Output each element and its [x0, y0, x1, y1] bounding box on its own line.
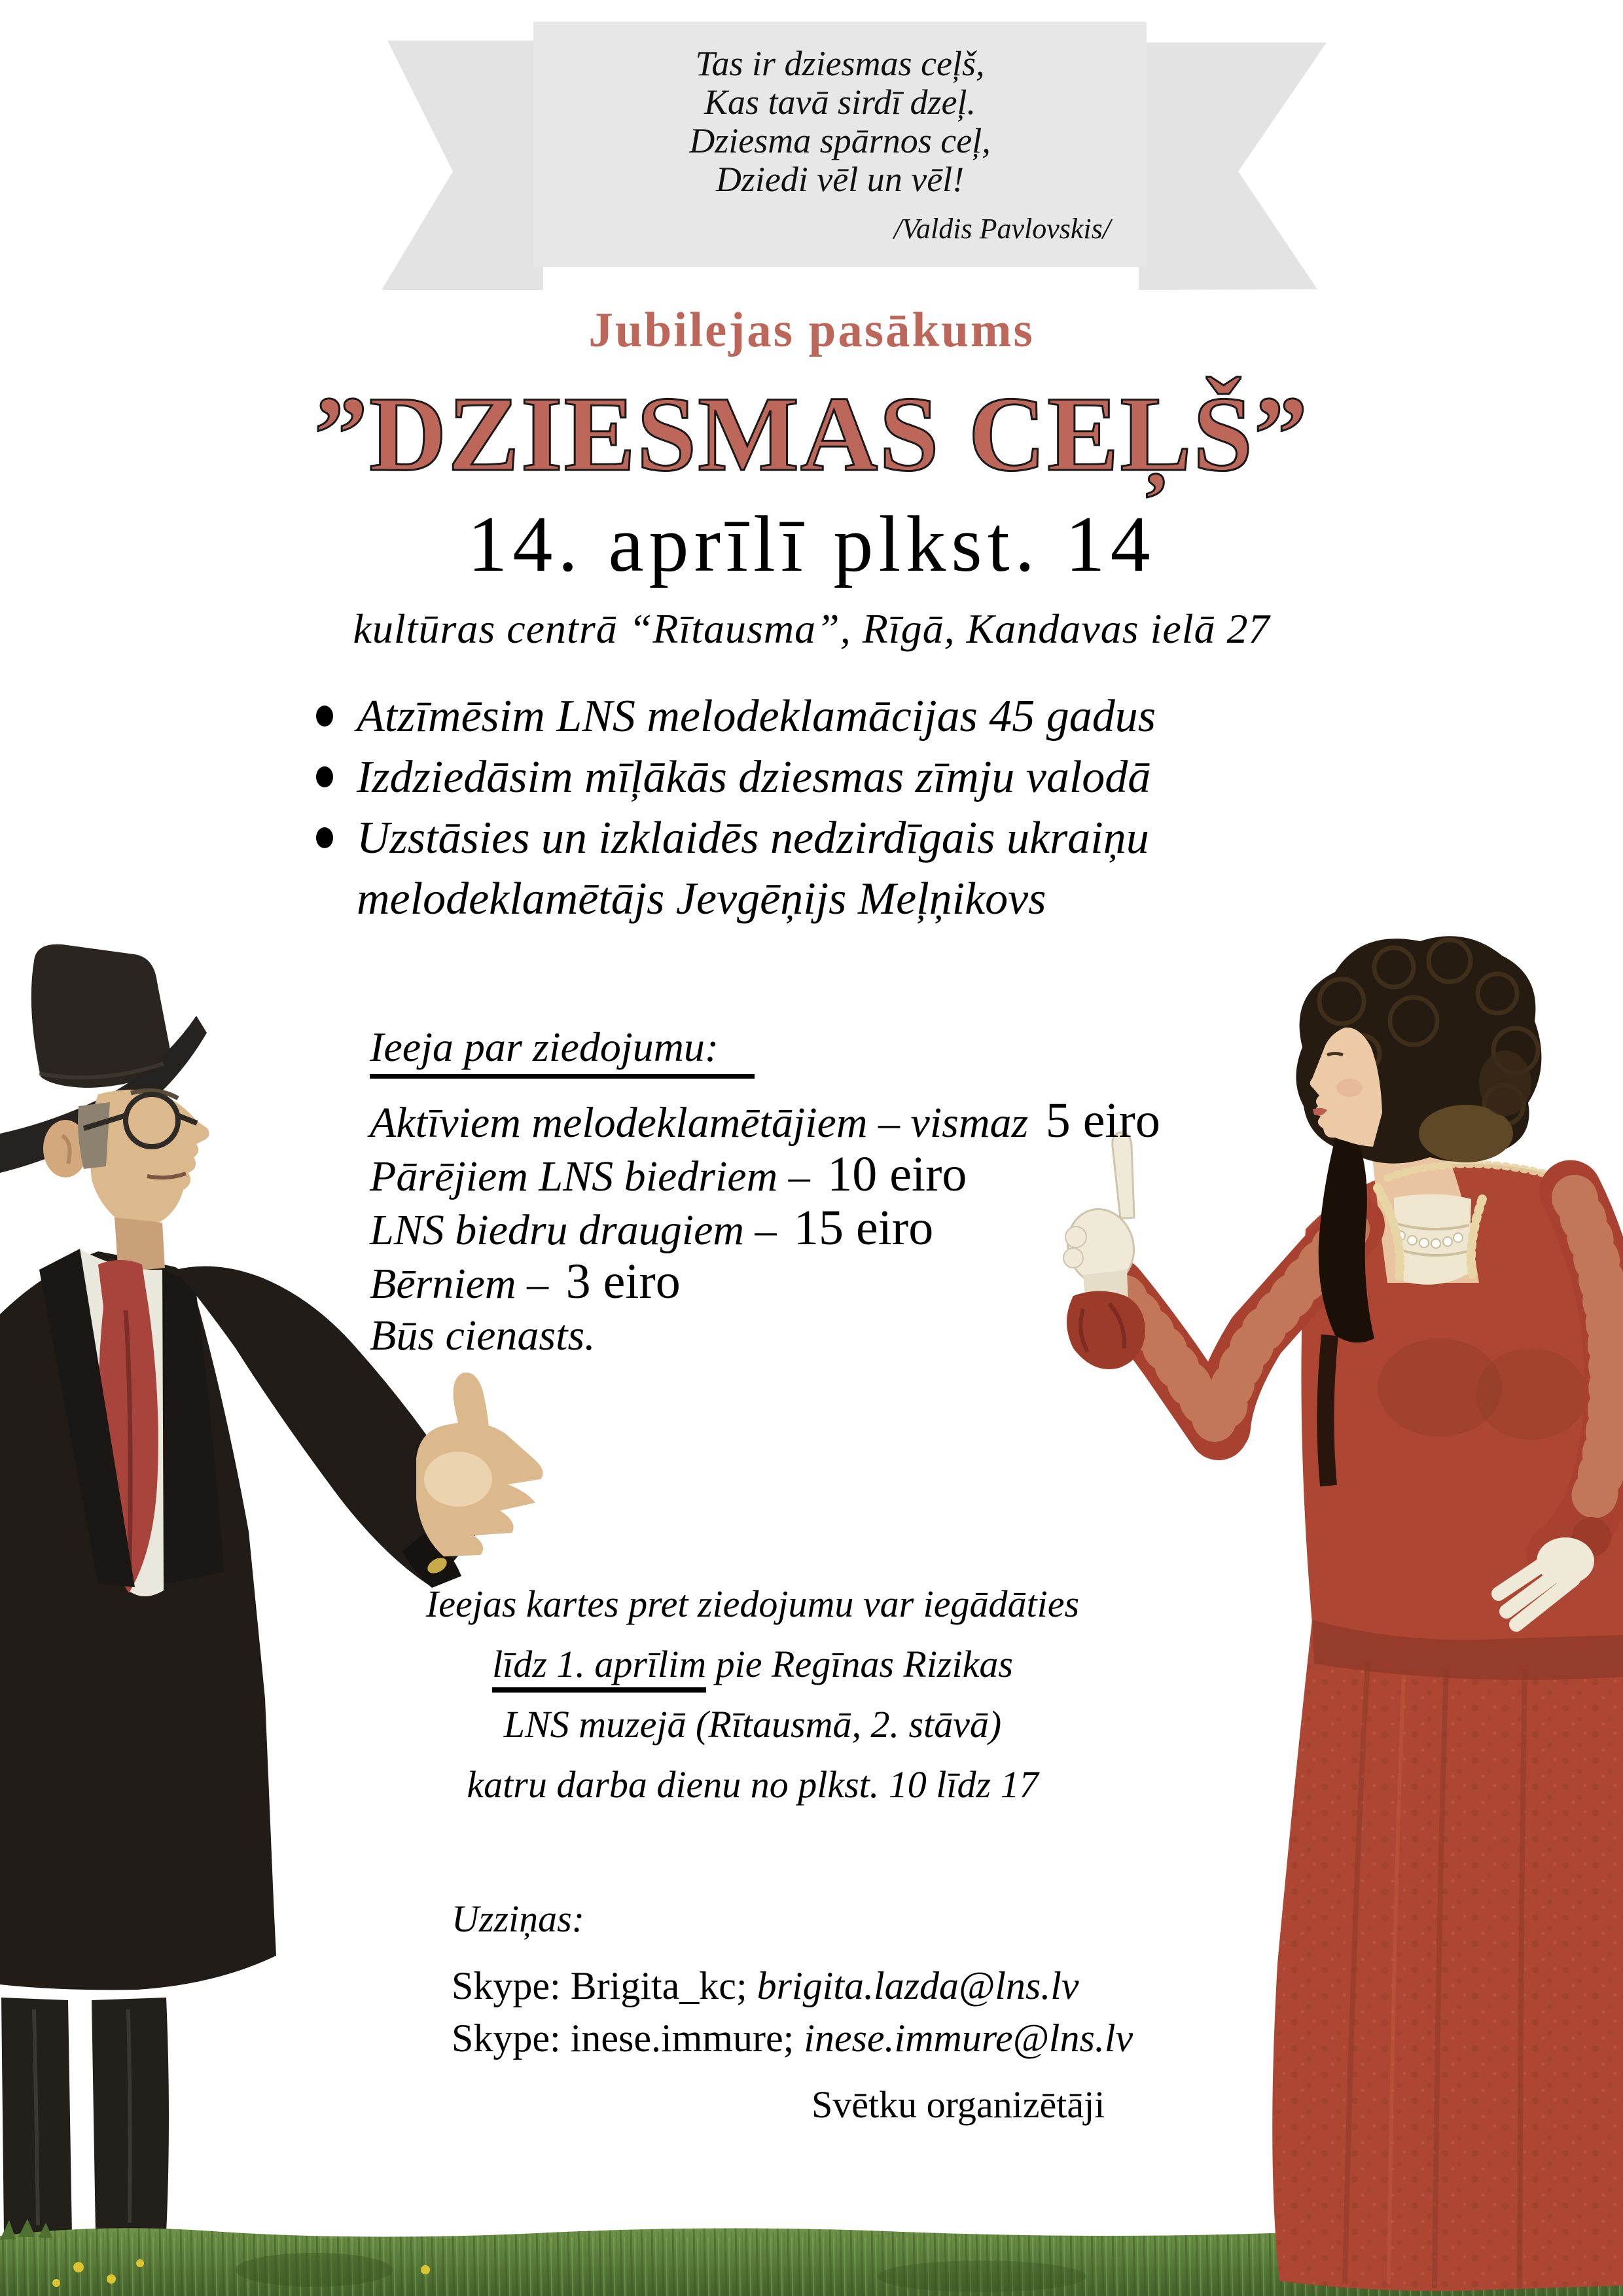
- bullet-marker-icon: [316, 766, 333, 787]
- ribbon-left-tail: [382, 41, 543, 290]
- tickets-section: [275, 1574, 1230, 1815]
- poem-line: Kas tavā sirdī dzeļ.: [704, 82, 976, 122]
- skype-email: inese.immure@lns.lv: [804, 2017, 1133, 2060]
- tickets-line: Ieejas kartes pret ziedojumu var iegādāties: [425, 1583, 1080, 1625]
- admission-heading-text: Ieeja par ziedojumu:: [370, 1024, 755, 1079]
- admission-label: Pārējiem LNS biedriem –: [370, 1153, 810, 1200]
- event-title: ”DZIESMAS CEĻŠ”: [313, 375, 1310, 493]
- poem-line: Dziesma spārnos ceļ,: [689, 121, 991, 160]
- bullet-marker-icon: [316, 827, 333, 848]
- admission-row: [370, 1095, 1286, 1149]
- quote-ribbon: [366, 14, 1335, 304]
- bullet-item: [357, 686, 1338, 747]
- tickets-line: katru darba dienu no plkst. 10 līdz 17: [467, 1763, 1039, 1806]
- poem-line: Dziedi vēl un vēl!: [715, 160, 965, 199]
- bullet-item: [357, 808, 1338, 929]
- bullet-text: Uzstāsies un izklaidēs nedzirdīgais ukraiņu: [357, 813, 1149, 863]
- bullet-text-continuation: melodeklamētājs Jevgēņijs Meļņikovs: [357, 874, 1046, 924]
- tickets-deadline-underlined: līdz 1. aprīlim: [492, 1643, 706, 1693]
- admission-price: 10 eiro: [827, 1147, 967, 1202]
- admission-label: Bērniem –: [370, 1260, 549, 1308]
- admission-heading: [370, 1021, 1286, 1073]
- poem-line: Tas ir dziesmas ceļš,: [695, 44, 985, 83]
- admission-label: LNS biedru draugiem –: [370, 1206, 777, 1254]
- organizers-signoff: Svētku organizētāji: [812, 2083, 1105, 2126]
- bullet-item: [357, 747, 1338, 808]
- skype-label: Skype: inese.immure;: [452, 2017, 794, 2060]
- bullet-text: Izdziedāsim mīļākās dziesmas zīmju valodā: [357, 752, 1151, 802]
- contact-line: [452, 1960, 1368, 2012]
- ribbon-right-tail: [1139, 43, 1327, 290]
- admission-price: 15 eiro: [794, 1200, 934, 1255]
- admission-row: [370, 1202, 1286, 1256]
- admission-note: Būs cienasts.: [370, 1312, 596, 1359]
- event-datetime: 14. aprīlī plkst. 14: [467, 500, 1156, 588]
- poem: [533, 45, 1147, 248]
- tickets-line: [275, 1634, 1230, 1695]
- admission-price: 5 eiro: [1045, 1093, 1160, 1148]
- bullet-text: Atzīmēsim LNS melodeklamācijas 45 gadus: [357, 691, 1156, 742]
- bullet-marker-icon: [316, 706, 333, 726]
- admission-label: Aktīviem melodeklamētājiem – vismaz: [370, 1099, 1029, 1147]
- contacts-heading: Uzziņas:: [452, 1897, 585, 1940]
- contact-line: [452, 2012, 1368, 2064]
- admission-row: [370, 1149, 1286, 1202]
- tickets-line: LNS muzejā (Rītausmā, 2. stāvā): [503, 1703, 1002, 1746]
- event-venue: kultūras centrā “Rītausma”, Rīgā, Kandavas ielā 27: [353, 605, 1270, 652]
- contacts-section: [452, 1893, 1368, 2131]
- admission-row: [370, 1256, 1286, 1310]
- bullet-list: [357, 686, 1338, 929]
- tickets-line2-rest: pie Regīnas Rizikas: [706, 1643, 1013, 1685]
- admission-price: 3 eiro: [565, 1254, 681, 1309]
- event-kicker: Jubilejas pasākums: [588, 303, 1035, 357]
- poem-attribution: /Valdis Pavlovskis/: [893, 213, 1111, 245]
- skype-label: Skype: Brigita_kc;: [452, 1964, 747, 2007]
- skype-email: brigita.lazda@lns.lv: [757, 1964, 1079, 2007]
- admission-section: [370, 1021, 1286, 1361]
